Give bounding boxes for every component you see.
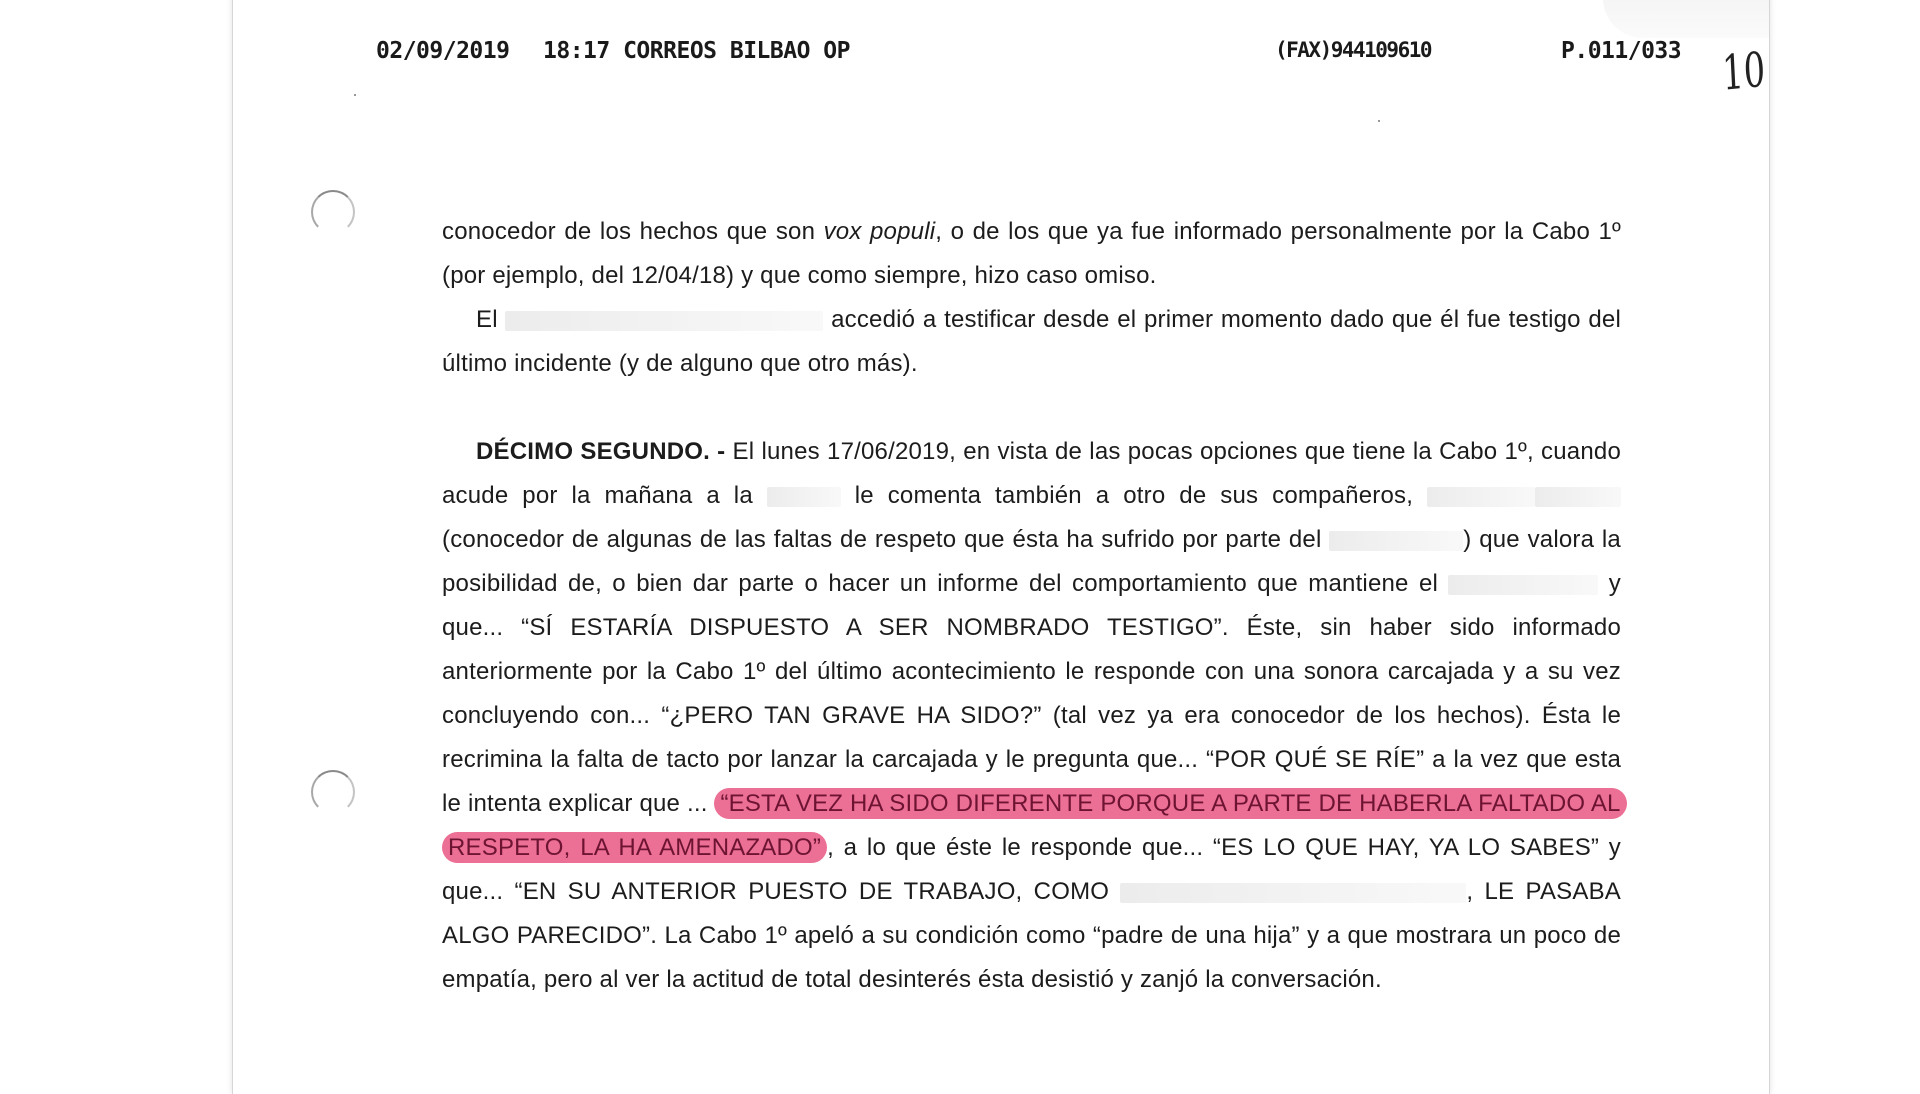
redacted-name [1535,487,1621,507]
document-body [442,210,1621,1002]
punch-hole-bottom [311,770,355,814]
redacted-name [1120,883,1466,903]
paragraph-witness [442,298,1621,386]
scan-speck [1378,120,1380,122]
fax-header [233,38,1769,78]
redacted-name [1329,531,1463,551]
paragraph-continuation [442,210,1621,298]
text-run: , o de los que ya fue informado personalmente por la Cabo 1º (por ejemplo, del 12/04/18) y que como siempre, hizo caso omiso. [442,218,1621,289]
text-run: conocedor de los hechos que son [442,218,824,245]
scan-speck [354,94,356,96]
latin-phrase: vox populi [823,218,936,245]
text-run: accedió a testificar desde el primer momento dado que él fue testigo del último incidente (y de alguno que otro más). [442,306,1621,377]
punch-hole-top [311,190,355,234]
fax-page-number: P.011/033 [1561,38,1682,64]
fax-date: 02/09/2019 [376,38,510,64]
text-run: y que... “SÍ ESTARÍA DISPUESTO A SER NOMBRADO TESTIGO”. Éste, sin haber sido informado anteriormente por la Cabo 1º del último acontecimiento le responde con una sonora carcajada y a su vez concluyendo con... “¿PERO TAN GRAVE HA SIDO?” (tal vez ya era conocedor de los hechos). Ésta le recrimina la falta de tacto por lanzar la carcajada y le pregunta que... “POR QUÉ SE RÍE” a la vez que esta le intenta explicar que ... [442,570,1621,817]
text-run: (conocedor de algunas de las faltas de respeto que ésta ha sufrido por parte del [442,526,1330,553]
text-run: , LE PASABA ALGO PARECIDO”. La Cabo 1º apeló a su condición como “padre de una hija” y a que mostrara un poco de empatía, pero al ver la actitud de total desinterés ésta desistió y zanjó la conversación. [442,878,1621,993]
document-page [232,0,1770,1094]
redacted-name [505,311,823,331]
text-run: le comenta también a otro de sus compañeros, [840,482,1427,509]
text-run: El lunes 17/06/2019, en vista de las pocas opciones que tiene la Cabo 1º, cuando acude por la mañana a la [442,438,1621,509]
text-run: El [476,306,506,333]
text-run: ) que valora la posibilidad de, o bien dar parte o hacer un informe del comportamiento que mantiene el [442,526,1621,597]
redacted-name [1448,575,1598,595]
fax-number: (FAX)944109610 [1275,38,1432,62]
redacted-place [767,487,841,507]
highlighted-quote: “ESTA VEZ HA SIDO DIFERENTE PORQUE A PARTE DE HABERLA FALTADO AL RESPETO, LA HA AMENAZADO” [442,788,1627,863]
fax-time-sender: 18:17 CORREOS BILBAO OP [543,38,850,64]
section-heading: DÉCIMO SEGUNDO. - [476,438,726,465]
handwritten-page-mark: 10 [1721,41,1767,102]
redacted-name [1427,487,1535,507]
page-corner-shadow [1603,0,1769,38]
text-run: , a lo que éste le responde que... “ES LO QUE HAY, YA LO SABES” y que... “EN SU ANTERIOR PUESTO DE TRABAJO, COMO [442,834,1621,905]
paragraph-decimo-segundo [442,430,1621,1002]
